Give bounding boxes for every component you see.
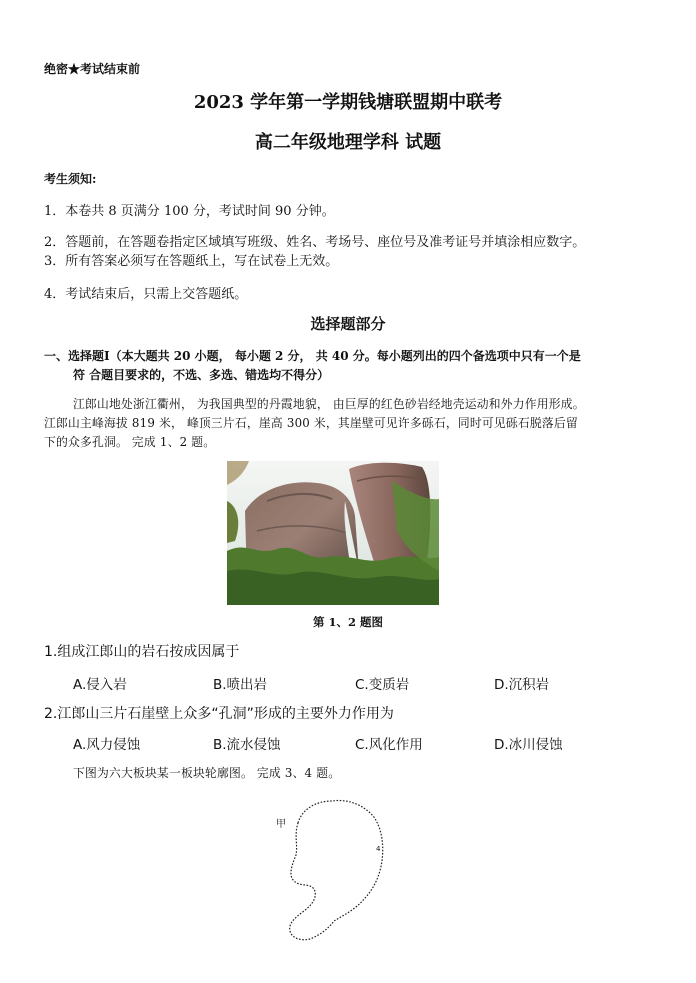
notice-item: 1．本卷共 8 页满分 100 分，考试时间 90 分钟。 — [44, 204, 335, 219]
option-d[interactable]: D.沉积岩 — [494, 677, 550, 693]
passage-line: 江郎山地处浙江衢州， 为我国典型的丹霞地貌， 由巨厚的红色砂岩经地壳运动和外力作用形成。 — [73, 397, 585, 411]
exam-subtitle: 高二年级地理学科 试题 — [254, 132, 442, 153]
option-a[interactable]: A.风力侵蚀 — [73, 737, 141, 753]
notice-item: 3．所有答案必须写在答题纸上，写在试卷上无效。 — [44, 254, 339, 269]
option-b[interactable]: B.流水侵蚀 — [213, 737, 281, 753]
figure-caption: 第 1、2 题图 — [312, 615, 383, 629]
question-stem: 2.江郎山三片石崖壁上众多“孔洞”形成的主要外力作用为 — [44, 706, 394, 722]
jianglang-mountain-photo — [227, 461, 439, 605]
passage-line: 下图为六大板块某一板块轮廓图。 完成 3、4 题。 — [73, 766, 341, 780]
option-b[interactable]: B.喷出岩 — [213, 677, 268, 693]
passage-line: 江郎山主峰海拔 819 米， 峰顶三片石，崖高 300 米，其崖壁可见许多砾石，同时可见砾石脱落后留 — [44, 416, 578, 430]
notice-heading: 考生须知: — [44, 172, 97, 186]
option-d[interactable]: D.冰川侵蚀 — [494, 737, 563, 753]
map-label-number: 4 — [376, 845, 381, 853]
option-c[interactable]: C.风化作用 — [355, 737, 423, 753]
question-stem: 1.组成江郎山的岩石按成因属于 — [44, 644, 240, 660]
map-label-jia: 甲 — [276, 819, 286, 830]
option-c[interactable]: C.变质岩 — [355, 677, 410, 693]
notice-item: 4．考试结束后，只需上交答题纸。 — [44, 287, 248, 302]
notice-item: 2．答题前，在答题卷指定区域填写班级、姓名、考场号、座位号及准考证号并填涂相应数字。 — [44, 235, 586, 250]
passage-line: 下的众多孔洞。 完成 1、2 题。 — [44, 435, 216, 449]
option-a[interactable]: A.侵入岩 — [73, 677, 127, 693]
plate-outline-map — [270, 795, 400, 945]
section-instruction: 一、选择题Ⅰ（本大题共 20 小题， 每小题 2 分， 共 40 分。每小题列出的四个备选项中只有一个是 — [44, 349, 581, 363]
exam-title: 2023 学年第一学期钱塘联盟期中联考 — [193, 92, 503, 113]
section-title: 选择题部分 — [310, 315, 386, 333]
section-instruction-cont: 符 合题目要求的，不选、多选、错选均不得分） — [73, 368, 330, 382]
secrecy-label: 绝密★考试结束前 — [44, 62, 141, 76]
